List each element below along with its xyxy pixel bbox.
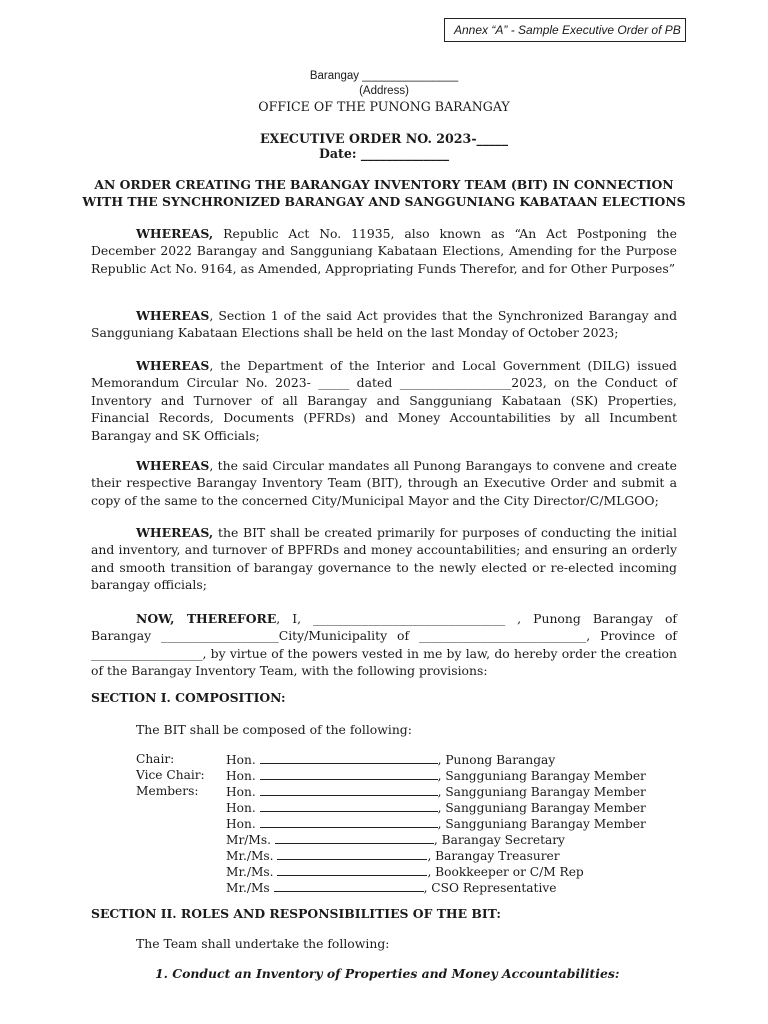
member-name-blank: [277, 847, 427, 860]
address-line: (Address): [359, 85, 409, 97]
whereas-paragraph-4: [91, 457, 677, 509]
member-role: Members:: [136, 784, 199, 798]
member-prefix: Mr/Ms.: [226, 833, 272, 847]
member-row: [136, 847, 646, 863]
member-position: , Sangguniang Barangay Member: [437, 769, 646, 783]
whereas-label: WHEREAS,: [136, 525, 214, 540]
list-item-1: 1. Conduct an Inventory of Properties and Money Accountabilities:: [155, 966, 620, 981]
whereas-paragraph-1: [91, 225, 677, 277]
member-prefix: Hon.: [226, 769, 256, 783]
whereas-paragraph-5: [91, 524, 677, 594]
member-row: [136, 815, 646, 831]
member-prefix: Hon.: [226, 753, 256, 767]
member-role: [136, 847, 226, 863]
member-position: , Punong Barangay: [437, 753, 556, 767]
member-prefix: Hon.: [226, 801, 256, 815]
member-row: [136, 767, 646, 783]
executive-order-date: Date: ______________: [318, 146, 450, 161]
member-name-blank: [277, 863, 427, 876]
whereas-text: Republic Act No. 11935, also known as “An Act Postponing the December 2022 Barangay and Sangguniang Kabataan Elections, Amending for the Purpose Republic Act No. 9164, as Amended, Appropriating Funds Therefor, and for Other Purposes”: [91, 226, 677, 276]
member-prefix: Hon.: [226, 785, 256, 799]
member-prefix: Mr./Ms.: [226, 865, 274, 879]
executive-order-number: EXECUTIVE ORDER NO. 2023-_____: [259, 131, 509, 146]
member-row: [136, 863, 646, 879]
member-role: [136, 831, 226, 847]
whereas-label: WHEREAS: [136, 358, 210, 373]
member-row: [136, 751, 646, 767]
member-role: Chair:: [136, 752, 175, 766]
member-role: [136, 879, 226, 895]
whereas-text: , the Department of the Interior and Local Government (DILG) issued Memorandum Circular No. 2023- _____ dated __________________2023, on the Conduct of Inventory and Turnover of all Barangay and Sangguniang Kabataan (SK) Properties, Financial Records, Documents (PFRDs) and Money Accountabilities by all Incumbent Barangay and SK Officials;: [91, 358, 677, 443]
member-position: , Bookkeeper or C/M Rep: [427, 865, 584, 879]
member-name-blank: [260, 815, 438, 828]
member-role: [136, 799, 226, 815]
whereas-label: WHEREAS: [136, 458, 210, 473]
member-role: Vice Chair:: [136, 768, 205, 782]
member-position: , CSO Representative: [423, 881, 557, 895]
whereas-text: , Section 1 of the said Act provides that the Synchronized Barangay and Sangguniang Kabataan Elections shall be held on the last Monday of October 2023;: [91, 308, 677, 341]
member-row: [136, 831, 646, 847]
order-title-line-1: AN ORDER CREATING THE BARANGAY INVENTORY TEAM (BIT) IN CONNECTION: [94, 177, 674, 192]
section-2-intro: The Team shall undertake the following:: [136, 936, 390, 951]
whereas-text: the BIT shall be created primarily for purposes of conducting the initial and inventory, and turnover of BPFRDs and money accountabilities; and ensuring an orderly and smooth transition of barangay governance to the newly elected or re-elected incoming barangay officials;: [91, 525, 677, 593]
section-2-title: SECTION II. ROLES AND RESPONSIBILITIES OF THE BIT:: [91, 906, 502, 921]
whereas-paragraph-2: [91, 307, 677, 342]
whereas-paragraph-3: [91, 357, 677, 444]
barangay-line: Barangay _______________: [309, 70, 459, 82]
section-1-title: SECTION I. COMPOSITION:: [91, 690, 286, 705]
member-position: , Sangguniang Barangay Member: [437, 817, 646, 831]
member-role: [136, 815, 226, 831]
member-role: [136, 863, 226, 879]
member-position: , Sangguniang Barangay Member: [437, 785, 646, 799]
member-position: , Barangay Secretary: [433, 833, 565, 847]
composition-table: [136, 751, 646, 895]
member-name-blank: [260, 799, 438, 812]
order-title-line-2: WITH THE SYNCHRONIZED BARANGAY AND SANGGUNIANG KABATAAN ELECTIONS: [82, 194, 686, 209]
member-prefix: Mr./Ms.: [226, 849, 274, 863]
now-therefore-label: NOW, THEREFORE: [136, 611, 277, 626]
section-1-intro: The BIT shall be composed of the following:: [136, 722, 412, 737]
member-row: [136, 879, 646, 895]
member-prefix: Hon.: [226, 817, 256, 831]
member-name-blank: [260, 767, 438, 780]
now-therefore-text: , I, _______________________________ , Punong Barangay of Barangay ___________________City/Municipality of ___________________________, Province of __________________, by virtue of the powers vested in me by law, do hereby order the creation of the Barangay Inventory Team, with the following provisions:: [91, 611, 677, 679]
now-therefore-paragraph: [91, 610, 677, 680]
member-name-blank: [274, 879, 424, 892]
member-prefix: Mr./Ms: [226, 881, 270, 895]
office-title: OFFICE OF THE PUNONG BARANGAY: [258, 99, 510, 114]
member-position: , Barangay Treasurer: [427, 849, 560, 863]
member-name-blank: [275, 831, 434, 844]
whereas-label: WHEREAS: [136, 308, 210, 323]
member-row: [136, 783, 646, 799]
annex-label-box: Annex “A” - Sample Executive Order of PB: [444, 18, 686, 42]
member-name-blank: [260, 783, 438, 796]
whereas-text: , the said Circular mandates all Punong Barangays to convene and create their respective Barangay Inventory Team (BIT), through an Executive Order and submit a copy of the same to the concerned City/Municipal Mayor and the City Director/C/MLGOO;: [91, 458, 677, 508]
member-row: [136, 799, 646, 815]
member-name-blank: [260, 751, 438, 764]
whereas-label: WHEREAS,: [136, 226, 214, 241]
member-position: , Sangguniang Barangay Member: [437, 801, 646, 815]
